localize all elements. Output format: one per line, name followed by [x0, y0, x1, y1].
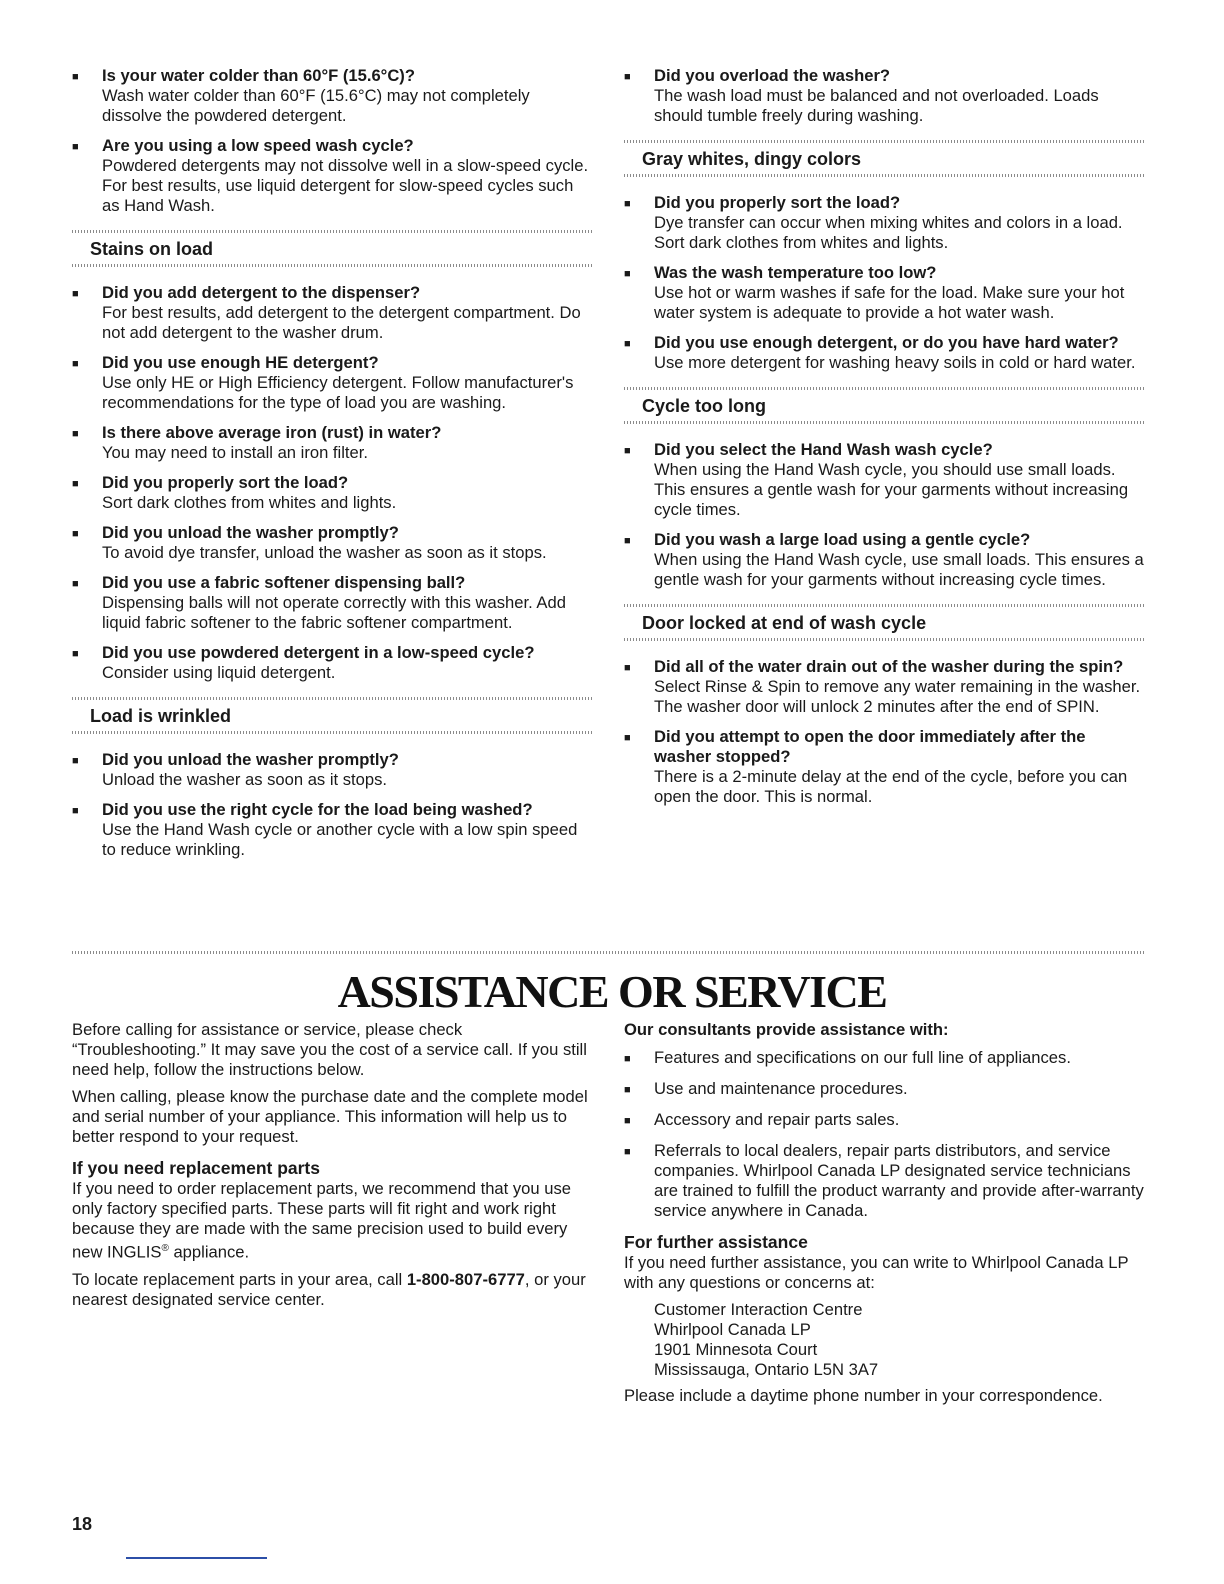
- intro-paragraph: Before calling for assistance or service, please check “Troubleshooting.” It may save you the cost of a service call. If you still need help, follow the instructions below.: [72, 1020, 587, 1079]
- bullet-icon: ■: [72, 358, 79, 370]
- address-line: Customer Interaction Centre: [654, 1300, 863, 1319]
- closing-paragraph: Please include a daytime phone number in your correspondence.: [624, 1386, 1103, 1405]
- bullet-icon: ■: [72, 288, 79, 300]
- troubleshooting-right-column: [624, 66, 1146, 817]
- list-item: [624, 193, 1146, 253]
- bullet-icon: ■: [624, 445, 631, 457]
- dotted-rule: [72, 731, 592, 734]
- list-item: [624, 727, 1146, 807]
- question: Did you use enough detergent, or do you have hard water?: [654, 333, 1119, 352]
- list-item: [72, 353, 592, 413]
- list-item: [72, 473, 592, 513]
- consultants-heading: Our consultants provide assistance with:: [624, 1020, 949, 1039]
- answer: To avoid dye transfer, unload the washer as soon as it stops.: [102, 543, 547, 562]
- question: Did you use enough HE detergent?: [102, 353, 379, 372]
- list-item: [72, 136, 592, 216]
- parts-paragraph: [72, 1179, 590, 1263]
- answer: Dispensing balls will not operate correctly with this washer. Add liquid fabric softener to the fabric softener compartment.: [102, 593, 566, 632]
- answer: Sort dark clothes from whites and lights.: [102, 493, 397, 512]
- section-header: [72, 697, 592, 734]
- bullet-icon: ■: [72, 755, 79, 767]
- answer: Use the Hand Wash cycle or another cycle with a low spin speed to reduce wrinkling.: [102, 820, 578, 859]
- bullet-icon: ■: [72, 478, 79, 490]
- consultant-item: Accessory and repair parts sales.: [654, 1110, 900, 1129]
- list-item: [624, 1110, 1146, 1131]
- question: Did you properly sort the load?: [102, 473, 349, 492]
- section-divider: [72, 951, 1146, 954]
- parts-heading: If you need replacement parts: [72, 1158, 320, 1178]
- bullet-icon: ■: [624, 268, 631, 280]
- question: Is your water colder than 60°F (15.6°C)?: [102, 66, 415, 85]
- intro-paragraph: When calling, please know the purchase date and the complete model and serial number of your appliance. This information will help us to better respond to your request.: [72, 1087, 588, 1146]
- assistance-left-column: [72, 1020, 590, 1317]
- locate-text: To locate replacement parts in your area, call: [72, 1269, 407, 1289]
- list-item: [72, 423, 592, 463]
- answer: When using the Hand Wash cycle, you should use small loads. This ensures a gentle wash for your garments without increasing cycle times.: [654, 460, 1129, 519]
- bullet-icon: ■: [624, 1146, 631, 1158]
- section-header: [72, 230, 592, 267]
- bullet-icon: ■: [624, 71, 631, 83]
- bullet-icon: ■: [624, 1115, 631, 1127]
- address-line: Mississauga, Ontario L5N 3A7: [654, 1360, 879, 1379]
- section-title: Load is wrinkled: [90, 706, 232, 726]
- consultant-item: Features and specifications on our full line of appliances.: [654, 1048, 1071, 1067]
- answer: You may need to install an iron filter.: [102, 443, 368, 462]
- list-item: [72, 283, 592, 343]
- section-header: [624, 387, 1146, 424]
- answer: Unload the washer as soon as it stops.: [102, 770, 388, 789]
- phone-number: 1-800-807-6777: [406, 1269, 525, 1289]
- bullet-icon: ■: [624, 535, 631, 547]
- answer: The wash load must be balanced and not overloaded. Loads should tumble freely during washing.: [654, 86, 1099, 125]
- question: Did you properly sort the load?: [654, 193, 901, 212]
- page-number: 18: [72, 1514, 93, 1534]
- dotted-rule: [624, 638, 1146, 641]
- address-line: Whirlpool Canada LP: [654, 1320, 811, 1339]
- bullet-icon: ■: [624, 1084, 631, 1096]
- bullet-icon: ■: [624, 1053, 631, 1065]
- list-item: [624, 263, 1146, 323]
- footer-line: [126, 1557, 267, 1559]
- locate-text-end: , or your nearest designated service center.: [72, 1269, 586, 1309]
- bullet-icon: ■: [72, 141, 79, 153]
- list-item: [624, 1048, 1146, 1069]
- registered-mark: ®: [161, 1243, 169, 1254]
- dotted-rule: [72, 264, 592, 267]
- section-header: [624, 140, 1146, 177]
- question: Did all of the water drain out of the washer during the spin?: [654, 657, 1124, 676]
- list-item: [72, 750, 592, 790]
- further-heading: For further assistance: [624, 1232, 808, 1252]
- section-title: Cycle too long: [642, 396, 767, 416]
- question: Did you unload the washer promptly?: [102, 523, 399, 542]
- bullet-icon: ■: [624, 732, 631, 744]
- list-item: [624, 66, 1146, 126]
- locate-paragraph: [72, 1270, 590, 1310]
- dotted-rule: [624, 174, 1146, 177]
- list-item: [72, 800, 592, 860]
- dotted-rule: [624, 421, 1146, 424]
- answer: Use more detergent for washing heavy soils in cold or hard water.: [654, 353, 1136, 372]
- list-item: [624, 440, 1146, 520]
- answer: Use only HE or High Efficiency detergent. Follow manufacturer's recommendations for the type of load you are washing.: [102, 373, 574, 412]
- bullet-icon: ■: [72, 528, 79, 540]
- section-title: Gray whites, dingy colors: [642, 149, 862, 169]
- answer: Use hot or warm washes if safe for the load. Make sure your hot water system is adequate to provide a hot water wash.: [654, 283, 1125, 322]
- address-line: 1901 Minnesota Court: [654, 1340, 818, 1359]
- consultant-item: Use and maintenance procedures.: [654, 1079, 908, 1098]
- bullet-icon: ■: [72, 428, 79, 440]
- parts-text: If you need to order replacement parts, we recommend that you use only factory specified parts. These parts will fit right and work right because they are made with the same precision used to build every new INGLIS: [72, 1179, 572, 1262]
- question: Did you wash a large load using a gentle cycle?: [654, 530, 1031, 549]
- list-item: [624, 1079, 1146, 1100]
- answer: When using the Hand Wash cycle, use small loads. This ensures a gentle wash for your garments without increasing cycle times.: [654, 550, 1144, 589]
- answer: There is a 2-minute delay at the end of the cycle, before you can open the door. This is normal.: [654, 767, 1128, 806]
- section-header: [624, 604, 1146, 641]
- question: Did you use the right cycle for the load being washed?: [102, 800, 533, 819]
- bullet-icon: ■: [624, 662, 631, 674]
- troubleshooting-left-column: [72, 66, 592, 870]
- further-paragraph: If you need further assistance, you can write to Whirlpool Canada LP with any questions or concerns at:: [624, 1253, 1129, 1292]
- answer: Wash water colder than 60°F (15.6°C) may not completely dissolve the powdered detergent.: [102, 86, 530, 125]
- parts-text-end: appliance.: [168, 1242, 250, 1262]
- answer: Consider using liquid detergent.: [102, 663, 336, 682]
- question: Was the wash temperature too low?: [654, 263, 937, 282]
- question: Did you unload the washer promptly?: [102, 750, 399, 769]
- question: Did you select the Hand Wash wash cycle?: [654, 440, 993, 459]
- list-item: [624, 333, 1146, 373]
- bullet-icon: ■: [72, 805, 79, 817]
- list-item: [624, 1141, 1146, 1221]
- list-item: [72, 643, 592, 683]
- question: Did you use powdered detergent in a low-speed cycle?: [102, 643, 535, 662]
- bullet-icon: ■: [72, 578, 79, 590]
- bullet-icon: ■: [72, 71, 79, 83]
- mailing-address: [624, 1300, 1146, 1380]
- answer: For best results, add detergent to the detergent compartment. Do not add detergent to the washer drum.: [102, 303, 581, 342]
- list-item: [72, 573, 592, 633]
- section-title: Door locked at end of wash cycle: [642, 613, 927, 633]
- bullet-icon: ■: [624, 198, 631, 210]
- list-item: [624, 530, 1146, 590]
- answer: Select Rinse & Spin to remove any water remaining in the washer. The washer door will unlock 2 minutes after the end of SPIN.: [654, 677, 1141, 716]
- question: Did you attempt to open the door immediately after the washer stopped?: [654, 727, 1086, 766]
- question: Did you use a fabric softener dispensing ball?: [102, 573, 466, 592]
- bullet-icon: ■: [72, 648, 79, 660]
- bullet-icon: ■: [624, 338, 631, 350]
- answer: Powdered detergents may not dissolve well in a slow-speed cycle. For best results, use liquid detergent for slow-speed cycles such as Hand Wash.: [102, 156, 589, 215]
- page-title: ASSISTANCE OR SERVICE: [337, 966, 887, 1017]
- list-item: [624, 657, 1146, 717]
- list-item: [72, 523, 592, 563]
- question: Are you using a low speed wash cycle?: [102, 136, 414, 155]
- question: Did you overload the washer?: [654, 66, 891, 85]
- question: Did you add detergent to the dispenser?: [102, 283, 421, 302]
- list-item: [72, 66, 592, 126]
- answer: Dye transfer can occur when mixing whites and colors in a load. Sort dark clothes from whites and lights.: [654, 213, 1123, 252]
- consultant-item: Referrals to local dealers, repair parts distributors, and service companies. Whirlpool Canada LP designated service technicians are trained to fulfill the product warranty and provide after-warranty service anywhere in Canada.: [654, 1141, 1144, 1220]
- question: Is there above average iron (rust) in water?: [102, 423, 442, 442]
- assistance-right-column: [624, 1020, 1146, 1413]
- section-title: Stains on load: [90, 239, 214, 259]
